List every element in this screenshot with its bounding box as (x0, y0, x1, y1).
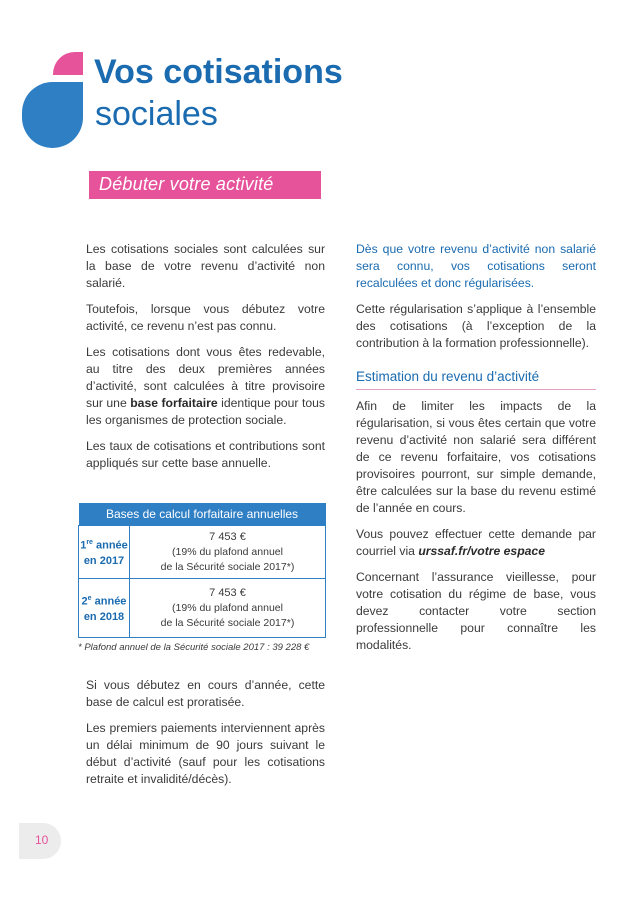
left-paragraph-4: Les taux de cotisations et contributions sont appliqués sur cette base annuelle. (86, 439, 325, 470)
table-year-cell (79, 526, 130, 579)
amount-value: 7 453 € (209, 586, 246, 599)
left-paragraph-3-start: Les cotisations dont vous êtes redevable, au titre des deux premières années d’activité, sont calculées à titre provisoire sur une (86, 345, 325, 410)
left-paragraph-3 (86, 344, 325, 429)
right-paragraph-2: Afin de limiter les impacts de la régularisation, si vous êtes certain que votre revenu d’activité non salarié sera différent de ce revenu forfaitaire, vos cotisations provisoires pourront, sur simple demande, être calculées sur la base du revenu estimé de l’année en cours. (356, 399, 596, 515)
left-paragraph-2: Toutefois, lorsque vous débutez votre activité, ce revenu n’est pas connu. (86, 302, 325, 333)
year-suffix: re (86, 538, 93, 546)
year-number: 2 (81, 595, 88, 608)
table-amount-cell (130, 579, 326, 638)
section-banner (89, 171, 321, 199)
right-column (356, 241, 596, 663)
year-line2: en 2017 (83, 555, 125, 568)
table-footnote: * Plafond annuel de la Sécurité sociale 2017 : 39 228 € (78, 642, 310, 653)
year-label: année (91, 595, 127, 608)
page-number-tab (19, 823, 61, 859)
right-paragraph-4: Concernant l’assurance vieillesse, pour votre cotisation du régime de base, vous devez contacter votre section professionnelle pour connaître les modalités. (356, 570, 596, 652)
amount-detail-2: de la Sécurité sociale 2017*) (160, 616, 295, 629)
logo-pink-shape (53, 52, 83, 75)
right-subheading: Estimation du revenu d’activité (356, 368, 596, 390)
year-suffix: e (87, 594, 92, 602)
right-paragraph-1: Cette régularisation s’applique à l’ensemble des cotisations (à l’exception de la contribution à la formation professionnelle). (356, 302, 596, 350)
urssaf-link[interactable]: urssaf.fr/votre espace (418, 544, 545, 558)
logo-blue-shape (22, 82, 83, 148)
page-title-line1: Vos cotisations (94, 53, 343, 91)
left-bottom-paragraph-1: Si vous débutez en cours d’année, cette base de calcul est proratisée. (86, 678, 325, 709)
base-forfaitaire-emphasis: base forfaitaire (130, 396, 218, 410)
amount-detail-2: de la Sécurité sociale 2017*) (160, 560, 295, 573)
year-line2: en 2018 (83, 611, 125, 624)
page-number: 10 (35, 833, 49, 847)
table-amount-cell (130, 526, 326, 579)
left-paragraph-3-end: identique pour tous les organismes de protection sociale. (86, 396, 325, 427)
left-paragraph-1: Les cotisations sociales sont calculées sur la base de votre revenu d’activité non salarié. (86, 242, 325, 290)
bases-table-header: Bases de calcul forfaitaire annuelles (79, 503, 326, 526)
year-number: 1 (80, 539, 87, 552)
right-paragraph-3 (356, 526, 596, 560)
section-banner-label: Débuter votre activité (99, 174, 274, 194)
amount-value: 7 453 € (209, 530, 246, 543)
table-row (79, 526, 326, 579)
right-paragraph-3-start: Vous pouvez effectuer cette demande par courriel via (356, 527, 596, 558)
left-bottom-column (86, 677, 325, 797)
table-year-cell (79, 579, 130, 638)
amount-detail-1: (19% du plafond annuel (172, 545, 283, 558)
page-title-line2: sociales (95, 95, 218, 133)
left-bottom-paragraph-2: Les premiers paiements interviennent après un délai minimum de 90 jours suivant le début d’activité (sauf pour les cotisations retraite et invalidité/décès). (86, 721, 325, 786)
amount-detail-1: (19% du plafond annuel (172, 601, 283, 614)
table-row (79, 579, 326, 638)
left-column (86, 241, 325, 481)
bases-table (78, 503, 326, 638)
right-lead-paragraph: Dès que votre revenu d’activité non salarié sera connu, vos cotisations seront recalculées et donc régularisées. (356, 242, 596, 290)
year-label: année (92, 539, 128, 552)
